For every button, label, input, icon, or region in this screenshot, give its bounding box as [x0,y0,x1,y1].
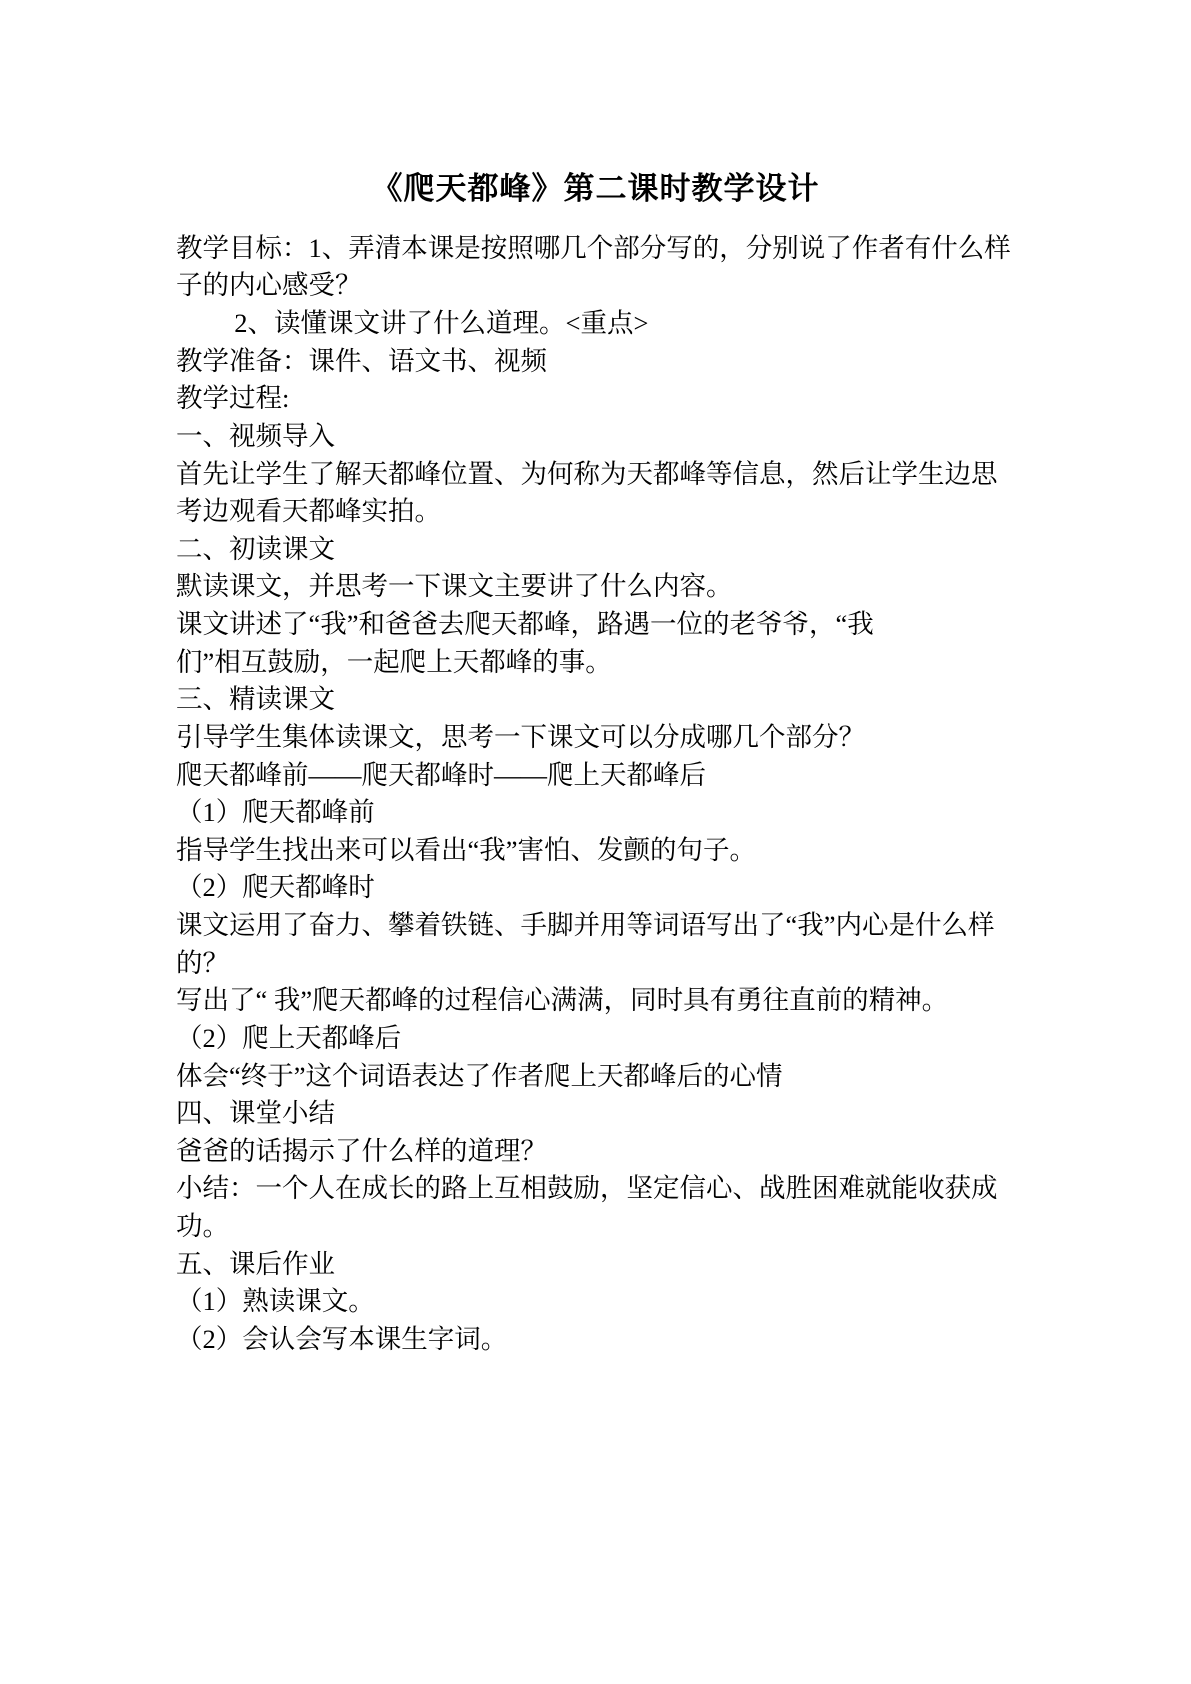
document-line: 引导学生集体读课文，思考一下课文可以分成哪几个部分？ [176,721,865,752]
document-line: 三、精读课文 [176,684,335,715]
document-line: 教学过程: [176,383,290,414]
document-line: 课文讲述了“我”和爸爸去爬天都峰，路遇一位的老爷爷，“我 [176,609,874,640]
document-line: （1）熟读课文。 [176,1286,375,1317]
document-line: 首先让学生了解天都峰位置、为何称为天都峰等信息，然后让学生边思考边观看天都峰实拍。 [176,458,998,527]
document-line: 一、视频导入 [176,420,335,451]
document-line: （2）会认会写本课生字词。 [176,1323,508,1354]
document-line: 课文运用了奋力、攀着铁链、手脚并用等词语写出了“我”内心是什么样的？ [176,910,995,978]
document-line: 教学目标：1、弄清本课是按照哪几个部分写的，分别说了作者有什么样子的内心感受？ [176,232,1011,301]
document-line: （2）爬上天都峰后 [176,1022,402,1053]
document-line: （2）爬天都峰时 [176,872,375,903]
document-line: 教学准备：课件、语文书、视频 [176,345,547,376]
document-line: 写出了“ 我”爬天都峰的过程信心满满，同时具有勇往直前的精神。 [176,985,949,1016]
document-line: 小结：一个人在成长的路上互相鼓励，坚定信心、战胜困难就能收获成功。 [176,1173,998,1242]
document-line: 爬天都峰前——爬天都峰时——爬上天都峰后 [176,759,706,790]
document-line: 2、读懂课文讲了什么道理。<重点> [234,308,649,339]
document-line: 五、课后作业 [176,1248,335,1279]
document-line: 指导学生找出来可以看出“我”害怕、发颤的句子。 [176,834,757,865]
document-body [176,230,1015,1359]
document-line: 四、课堂小结 [176,1098,335,1129]
document-line: （1）爬天都峰前 [176,797,375,828]
page-title: 《爬天都峰》第二课时教学设计 [371,171,820,206]
document-line: 二、初读课文 [176,533,335,564]
document-line: 默读课文，并思考一下课文主要讲了什么内容。 [176,571,733,602]
document-line: 们”相互鼓励，一起爬上天都峰的事。 [176,646,612,677]
document-line: 爸爸的话揭示了什么样的道理？ [176,1135,547,1166]
document-line: 体会“终于”这个词语表达了作者爬上天都峰后的心情 [176,1060,783,1091]
